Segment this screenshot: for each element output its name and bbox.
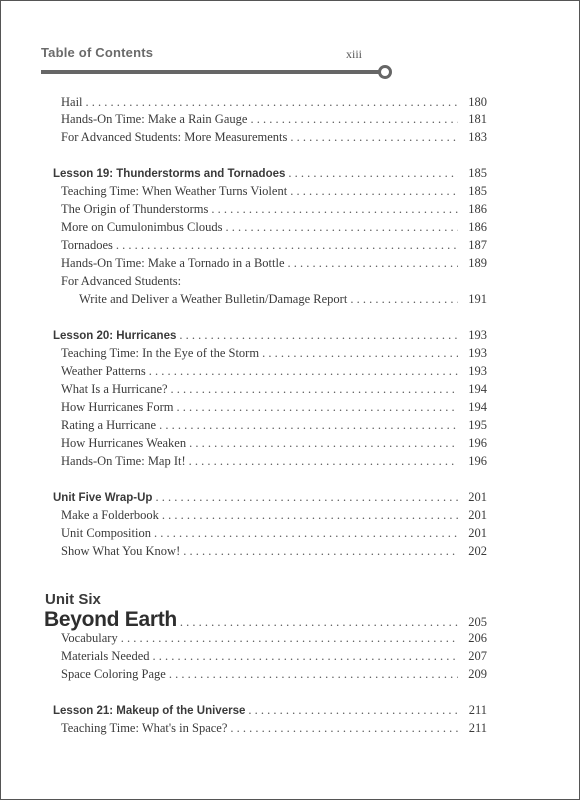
entry-page: 194 [468,382,487,396]
entry-title: Hands-On Time: Make a Tornado in a Bottle [61,256,285,270]
entry-title: The Origin of Thunderstorms [61,202,209,216]
leader-dots [176,398,458,416]
entry-page: 195 [468,418,487,432]
toc-entry [1,380,579,398]
entry-title: Write and Deliver a Weather Bulletin/Damage Report [79,292,348,306]
unit-title: Beyond Earth [44,608,177,631]
toc-entry [1,506,579,524]
entry-page: 183 [468,130,487,144]
toc-entry [1,647,579,665]
entry-page: 201 [468,508,487,522]
entry-page: 180 [468,95,487,109]
leader-dots [171,380,458,398]
entry-page: 211 [468,703,487,717]
entry-title: Make a Folderbook [61,508,159,522]
entry-page: 191 [468,292,487,306]
unit-label: Unit Six [45,591,101,608]
leader-dots [116,236,458,254]
toc-entry [1,542,579,560]
entry-page: 186 [468,202,487,216]
lesson-title: Lesson 21: Makeup of the Universe [53,705,246,717]
leader-dots [179,326,458,344]
leader-dots [189,452,458,470]
entry-title: Rating a Hurricane [61,418,157,432]
entry-title: How Hurricanes Form [61,400,174,414]
entry-page: 189 [468,256,487,270]
entry-title: Vocabulary [61,631,118,645]
entry-title: What Is a Hurricane? [61,382,168,396]
toc-entry [1,218,579,236]
entry-page: 186 [468,220,487,234]
leader-dots [155,488,458,506]
entry-page: 209 [468,667,487,681]
entry-page: 196 [468,454,487,468]
leader-dots [250,110,458,128]
lesson-heading [1,326,579,344]
toc-entry [1,416,579,434]
entry-title: How Hurricanes Weaken [61,436,187,450]
leader-dots [262,344,458,362]
entry-page: 185 [468,184,487,198]
toc-entry [1,665,579,683]
entry-page: 206 [468,631,487,645]
leader-dots [211,200,458,218]
page-header-title: Table of Contents [41,45,154,60]
lesson-heading [1,701,579,719]
lesson-heading [1,164,579,182]
page-number: xiii [346,47,363,61]
toc-entry [1,719,579,737]
entry-title: Space Coloring Page [61,667,166,681]
leader-dots [153,647,458,665]
leader-dots [288,164,458,182]
leader-dots [290,128,458,146]
toc-entry [1,452,579,470]
toc-entry [1,254,579,272]
advanced-heading: For Advanced Students: [61,274,182,288]
entry-title: For Advanced Students: More Measurements [61,130,288,144]
toc-entry [1,93,579,111]
leader-dots [225,218,458,236]
lesson-title: Lesson 20: Hurricanes [53,330,177,342]
entry-page: 193 [468,364,487,378]
toc-entry [1,182,579,200]
leader-dots [189,434,458,452]
entry-title: Hands-On Time: Map It! [61,454,186,468]
wrapup-heading [1,488,579,506]
leader-dots [350,290,458,308]
leader-dots [230,719,458,737]
leader-dots [159,416,458,434]
toc-entry [1,290,579,308]
header-rule-end-circle [378,65,392,79]
leader-dots [86,93,458,111]
entry-title: Teaching Time: In the Eye of the Storm [61,346,260,360]
toc-entry [1,398,579,416]
entry-title: Teaching Time: When Weather Turns Violent [61,184,288,198]
leader-dots [169,665,458,683]
entry-title: Show What You Know! [61,544,181,558]
toc-entry [1,524,579,542]
leader-dots [288,254,458,272]
entry-title: More on Cumulonimbus Clouds [61,220,223,234]
leader-dots [290,182,458,200]
entry-title: Teaching Time: What's in Space? [61,721,228,735]
entry-page: 185 [468,166,487,180]
entry-page: 201 [468,526,487,540]
entry-page: 207 [468,649,487,663]
lesson-title: Unit Five Wrap-Up [53,492,153,504]
entry-page: 202 [468,544,487,558]
entry-title: Hands-On Time: Make a Rain Gauge [61,112,248,126]
toc-entry [1,362,579,380]
entry-page: 181 [468,112,487,126]
leader-dots [183,542,458,560]
entry-page: 196 [468,436,487,450]
entry-page: 193 [468,328,487,342]
leader-dots [162,506,458,524]
toc-entry [1,200,579,218]
entry-title: Tornadoes [61,238,113,252]
leader-dots [149,362,458,380]
leader-dots [121,629,458,647]
toc-entry [1,128,579,146]
entry-title: Unit Composition [61,526,151,540]
header-rule [41,70,381,74]
entry-page: 201 [468,490,487,504]
toc-entry [1,236,579,254]
leader-dots [248,701,458,719]
entry-page: 193 [468,346,487,360]
entry-title: Weather Patterns [61,364,146,378]
entry-page: 187 [468,238,487,252]
entry-page: 205 [468,615,487,629]
toc-entry [1,629,579,647]
leader-dots [154,524,458,542]
lesson-title: Lesson 19: Thunderstorms and Tornadoes [53,168,286,180]
entry-page: 211 [468,721,487,735]
entry-title: Materials Needed [61,649,150,663]
entry-page: 194 [468,400,487,414]
entry-title: Hail [61,95,83,109]
toc-entry [1,434,579,452]
toc-entry [1,344,579,362]
toc-entry [1,110,579,128]
